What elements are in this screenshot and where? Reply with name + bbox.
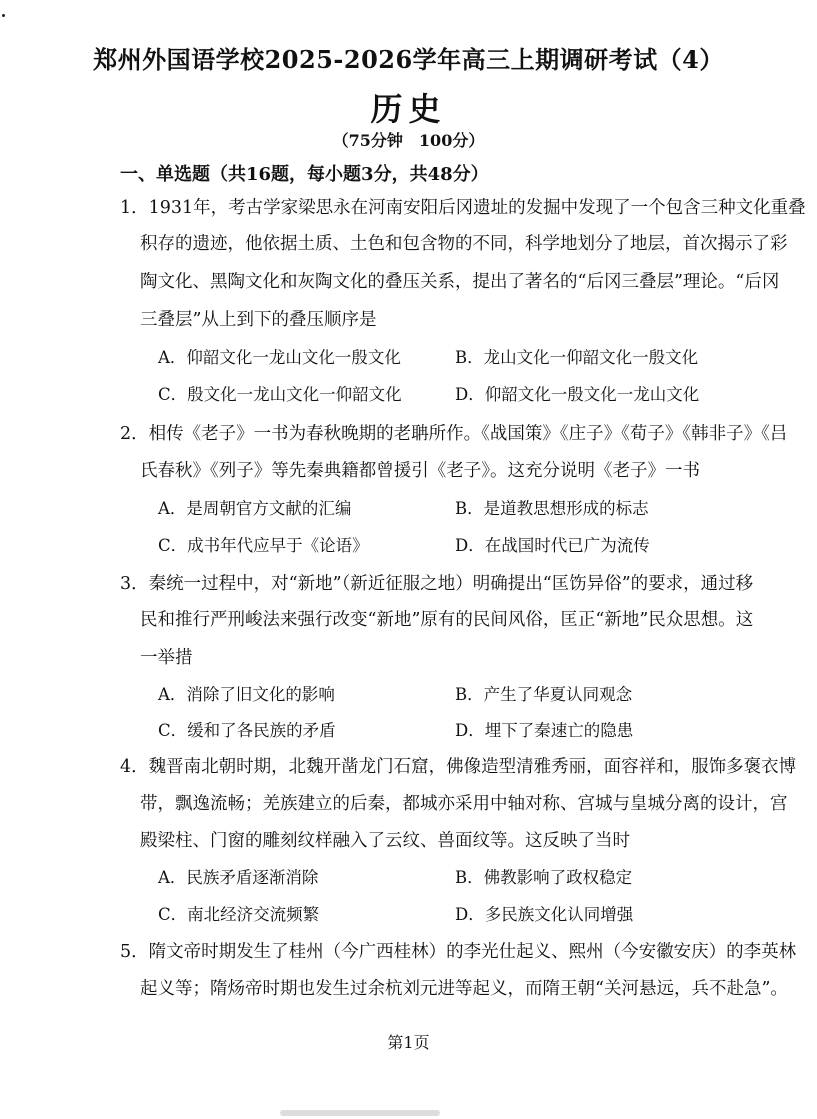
exam-meta: （75分钟 100分） — [332, 131, 485, 150]
question-4-option-d: D．多民族文化认同增强 — [455, 905, 634, 924]
question-1-line-2: 积存的遗迹，他依据土质、土色和包含物的不同，科学地划分了地层，首次揭示了彩 — [140, 234, 788, 254]
question-3-line-2: 民和推行严刑峻法来强行改变“新地”原有的民间风俗，匡正“新地”民众思想。这 — [140, 610, 754, 630]
page-number: 第1页 — [387, 1033, 430, 1052]
question-4-line-3: 殿梁柱、门窗的雕刻纹样融入了云纹、兽面纹等。这反映了当时 — [140, 831, 630, 851]
scan-edge-shadow — [280, 1110, 440, 1116]
question-5-line-2: 起义等；隋炀帝时期也发生过余杭刘元进等起义，而隋王朝“关河悬远，兵不赴急”。 — [140, 979, 788, 999]
question-1-option-a: A．仰韶文化一龙山文化一殷文化 — [158, 348, 401, 367]
question-4-option-c: C．南北经济交流频繁 — [158, 905, 320, 924]
question-1-option-c: C．殷文化一龙山文化一仰韶文化 — [158, 385, 402, 404]
subject-heading: 历史 — [370, 90, 447, 128]
question-3-option-d: D．埋下了秦速亡的隐患 — [455, 721, 634, 740]
question-1-line-4: 三叠层”从上到下的叠压顺序是 — [140, 310, 377, 330]
question-2-option-b: B．是道教思想形成的标志 — [455, 499, 649, 518]
question-3-option-c: C．缓和了各民族的矛盾 — [158, 721, 336, 740]
question-2-line-1: 2．相传《老子》一书为春秋晚期的老聃所作。《战国策》《庄子》《荀子》《韩非子》《吕 — [120, 424, 788, 444]
question-1-line-1: 1．1931年，考古学家梁思永在河南安阳后冈遗址的发掘中发现了一个包含三种文化重叠 — [120, 198, 806, 218]
question-5-line-1: 5．隋文帝时期发生了桂州（今广西桂林）的李光仕起义、熙州（今安徽安庆）的李英林 — [120, 942, 797, 962]
question-1-line-3: 陶文化、黑陶文化和灰陶文化的叠压关系，提出了著名的“后冈三叠层”理论。“后冈 — [140, 272, 780, 292]
question-2-option-c: C．成书年代应早于《论语》 — [158, 536, 369, 555]
question-4-line-2: 带，飘逸流畅；羌族建立的后秦，都城亦采用中轴对称、宫城与皇城分离的设计，宫 — [140, 794, 788, 814]
question-2-option-a: A．是周朝官方文献的汇编 — [158, 499, 352, 518]
question-3-option-a: A．消除了旧文化的影响 — [158, 685, 335, 704]
scan-speck — [2, 14, 5, 17]
question-3-line-3: 一举措 — [140, 648, 193, 668]
question-1-option-d: D．仰韶文化一殷文化一龙山文化 — [455, 385, 700, 404]
question-3-option-b: B．产生了华夏认同观念 — [455, 685, 633, 704]
question-4-line-1: 4．魏晋南北朝时期，北魏开凿龙门石窟，佛像造型清雅秀丽，面容祥和，服饰多褒衣博 — [120, 757, 797, 777]
question-1-option-b: B．龙山文化一仰韶文化一殷文化 — [455, 348, 699, 367]
section-heading: 一、单选题（共16题，每小题3分，共48分） — [120, 164, 489, 185]
question-2-line-2: 氏春秋》《列子》等先秦典籍都曾援引《老子》。这充分说明《老子》一书 — [140, 461, 700, 481]
question-3-line-1: 3．秦统一过程中，对“新地”（新近征服之地）明确提出“匡饬异俗”的要求，通过移 — [120, 574, 754, 594]
question-2-option-d: D．在战国时代已广为流传 — [455, 536, 650, 555]
exam-title: 郑州外国语学校2025-2026学年高三上期调研考试（4） — [93, 45, 724, 74]
question-4-option-b: B．佛教影响了政权稳定 — [455, 868, 633, 887]
question-4-option-a: A．民族矛盾逐渐消除 — [158, 868, 319, 887]
